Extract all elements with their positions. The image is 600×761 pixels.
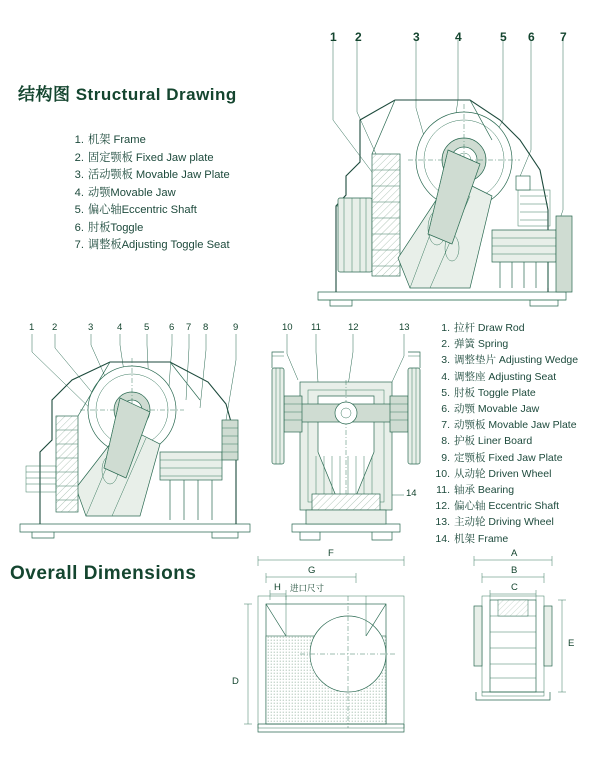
legend-item-number: 13.	[435, 516, 450, 529]
callout-left-4: 4	[117, 322, 123, 333]
legend-item	[432, 466, 578, 482]
legend-item-label: 定颚板 Fixed Jaw Plate	[454, 451, 563, 464]
legend-item-number: 12.	[435, 500, 450, 513]
legend-item-number: 10.	[435, 467, 450, 480]
legend-item	[68, 237, 230, 255]
legend-item-label: 固定颚板 Fixed Jaw plate	[88, 151, 214, 164]
legend-item	[432, 369, 578, 385]
legend-item-number: 1.	[74, 134, 84, 146]
legend-item	[432, 417, 578, 433]
callout-left-7: 7	[186, 322, 192, 333]
legend-item-label: 偏心轴 Eccentric Shaft	[454, 500, 560, 513]
legend-item-number: 14.	[435, 532, 450, 545]
legend-item-label: 肘板Toggle	[88, 221, 144, 234]
dimension-label-b: B	[511, 565, 518, 576]
callout-left-9: 9	[233, 322, 239, 333]
legend-item-number: 7.	[74, 239, 84, 251]
legend-item-label: 动颚板 Movable Jaw Plate	[454, 419, 577, 432]
legend-item-number: 7.	[441, 419, 450, 432]
structural-drawing-heading: 结构图 Structural Drawing	[18, 85, 237, 104]
callout-top-4: 4	[455, 30, 462, 44]
callout-top-6: 6	[528, 30, 535, 44]
legend-item-label: 拉杆 Draw Rod	[454, 322, 525, 334]
legend-item-number: 6.	[441, 403, 450, 416]
legend-item-number: 8.	[441, 435, 450, 448]
legend-item-number: 4.	[441, 370, 450, 383]
callout-left-3: 3	[88, 322, 94, 333]
legend-item	[68, 167, 230, 185]
callout-mid-10: 10	[282, 322, 293, 333]
legend-item	[68, 202, 230, 220]
legend-item-label: 偏心轴Eccentric Shaft	[88, 204, 197, 216]
front-section-view	[272, 334, 420, 540]
dimension-label-c: C	[511, 582, 518, 593]
legend-item-number: 9.	[441, 451, 450, 464]
legend-item-label: 护板 Liner Board	[454, 435, 533, 448]
legend-item-number: 6.	[74, 221, 84, 234]
legend-item-label: 机架 Frame	[454, 532, 509, 545]
legend-item	[432, 450, 578, 466]
legend-item	[68, 150, 230, 168]
legend-item-label: 肘板 Toggle Plate	[454, 386, 536, 399]
callout-left-6: 6	[169, 322, 175, 333]
legend-item-label: 轴承 Bearing	[454, 484, 515, 497]
legend-item	[432, 336, 578, 352]
callout-mid-13: 13	[399, 322, 410, 333]
legend-item	[432, 498, 578, 514]
legend-item	[432, 320, 578, 336]
callout-top-3: 3	[413, 30, 420, 44]
callout-top-5: 5	[500, 30, 507, 44]
legend-item-number: 5.	[74, 204, 84, 216]
legend-item	[432, 531, 578, 547]
legend-item-label: 主动轮 Driving Wheel	[454, 516, 554, 529]
top-assembly-view	[318, 40, 572, 306]
legend-item	[432, 433, 578, 449]
legend-item-number: 2.	[441, 338, 450, 351]
dimension-label-h: H	[274, 582, 281, 593]
legend-item-label: 调整垫片 Adjusting Wedge	[454, 354, 579, 367]
legend-item-label: 动颚Movable Jaw	[88, 186, 176, 199]
legend-item	[432, 514, 578, 530]
callout-top-7: 7	[560, 30, 567, 44]
legend-item	[432, 352, 578, 368]
dimension-label-f: F	[328, 548, 334, 559]
legend-item	[68, 132, 230, 150]
dimensions-side-drawing	[474, 556, 566, 700]
legend-item-label: 机架 Frame	[88, 134, 146, 146]
legend-item	[432, 385, 578, 401]
legend-item-label: 调整座 Adjusting Seat	[454, 370, 557, 383]
legend-item-number: 3.	[441, 354, 450, 367]
callout-mid-12: 12	[348, 322, 359, 333]
legend-item-number: 5.	[441, 386, 450, 399]
dimension-label-d: D	[232, 676, 239, 687]
callout-mid-14: 14	[406, 488, 417, 499]
callout-left-8: 8	[203, 322, 209, 333]
structural-legend-list	[68, 132, 230, 255]
legend-item-label: 从动轮 Driven Wheel	[454, 467, 552, 480]
legend-item-number: 11.	[436, 484, 450, 497]
legend-item-label: 弹簧 Spring	[454, 338, 509, 351]
legend-item-number: 4.	[74, 186, 84, 199]
callout-top-1: 1	[330, 30, 337, 44]
legend-item-label: 活动颚板 Movable Jaw Plate	[88, 169, 230, 181]
dimension-label-g: G	[308, 565, 316, 576]
dimension-label-e: E	[568, 638, 575, 649]
legend-item-number: 1.	[441, 322, 450, 334]
callout-left-1: 1	[29, 322, 35, 333]
legend-item-number: 2.	[74, 151, 84, 164]
overall-dimensions-heading: Overall Dimensions	[10, 563, 197, 584]
callout-top-2: 2	[355, 30, 362, 44]
legend-item-label: 调整板Adjusting Toggle Seat	[88, 239, 230, 251]
legend-item	[68, 220, 230, 238]
dimension-label-inlet-size: 进口尺寸	[290, 583, 325, 593]
callout-left-5: 5	[144, 322, 150, 333]
callout-mid-11: 11	[311, 322, 321, 333]
legend-item-label: 动颚 Movable Jaw	[454, 403, 540, 416]
legend-item	[432, 482, 578, 498]
legend-item	[68, 185, 230, 203]
callout-left-2: 2	[52, 322, 58, 333]
legend-item-number: 3.	[74, 169, 84, 181]
legend-item	[432, 401, 578, 417]
parts-legend-list	[432, 320, 578, 547]
dimension-label-a: A	[511, 548, 518, 559]
side-section-view	[20, 334, 250, 538]
